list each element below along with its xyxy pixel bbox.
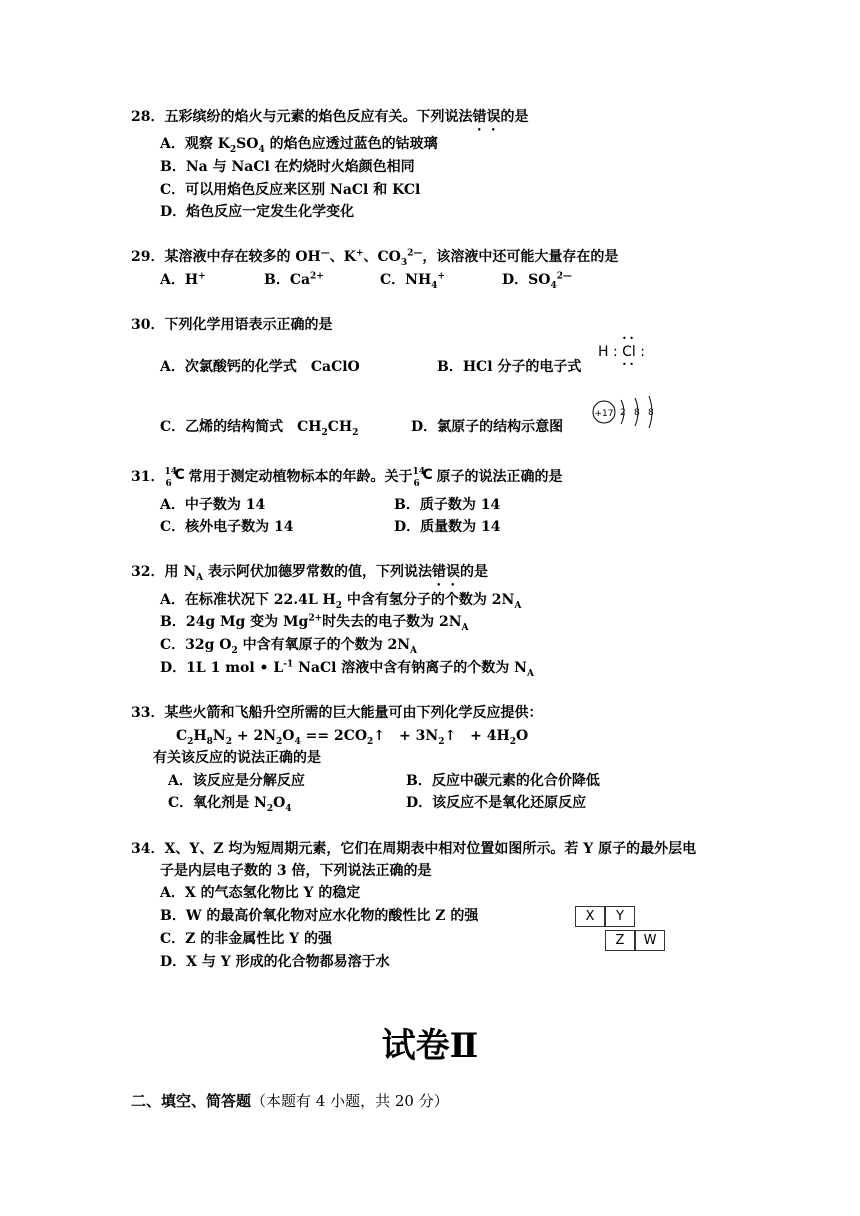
q31-end: 原子的说法正确的是 [436,469,563,485]
q32-option-c [160,636,417,654]
q30-c-mid: CH [327,419,353,435]
q29-d-sub: 4 [550,280,557,291]
q31-stem [131,466,563,489]
q33-option-b: B．反应中碳元素的化合价降低 [406,773,600,789]
cell-w: W [635,930,665,951]
q30-option-b: B．HCl 分子的电子式 [437,359,582,375]
eq-part: C [176,728,188,744]
q28-a-sub: 2 [229,144,237,155]
eq-part: N [212,728,226,744]
eq-part: ↑ + 3N [373,728,439,744]
isotope-mass-2: 14 [412,467,426,477]
eq-sub: 2 [438,736,445,747]
q29-sup2: + [355,248,364,259]
lewis-dots-bottom: • • [622,360,634,369]
cell-z: Z [605,930,635,951]
q32-stem-sub: A [196,572,204,583]
q28-stem-text: 28．五彩缤纷的焰火与元素的焰色反应有关。下列说法 [131,109,473,125]
q29-option-b [264,271,324,289]
q32-stem-end: 的是 [460,564,489,580]
shell-electrons-3: 8 [648,408,654,418]
q32-b-text: B．24g Mg 变为 Mg [160,614,309,630]
shell-electrons-2: 8 [634,408,640,418]
q32-a-text: A．在标准状况下 22.4L H [160,592,336,608]
eq-part: O [282,728,295,744]
q29-mid1: 、K [329,249,356,265]
eq-sub: 2 [187,736,194,747]
q29-sup1: — [320,248,330,259]
q32-d-sup: -1 [283,659,294,670]
carbon-14-isotope-2 [412,466,436,489]
q32-stem-text: 32．用 N [131,564,197,580]
q29-option-c [380,271,445,289]
q30-c-sub2: 2 [352,427,359,438]
q30-option-d: D．氯原子的结构示意图 [411,419,564,435]
q32-emphasis: 错误 [432,564,461,580]
q32-option-a [160,591,521,609]
eq-sub: 2 [509,736,517,747]
q33-option-a: A．该反应是分解反应 [168,773,305,789]
q29-mid2: 、CO [363,249,401,265]
q32-a-mid: 中含有氢分子的个数为 2N [342,592,515,608]
q32-a-sub: 2 [335,600,343,611]
eq-part: H [193,728,207,744]
q28-a-post: 的焰色应透过蓝色的钴玻璃 [264,136,438,152]
q29-option-a [160,271,206,289]
q32-b-sub: A [461,622,469,633]
isotope-atomic-number-2: 6 [413,479,420,489]
isotope-mass: 14 [164,467,178,477]
isotope-atomic-number: 6 [165,479,172,489]
eq-sub: 8 [206,736,213,747]
q28-stem-end: 的是 [500,109,529,125]
eq-part: ↑ + 4H [444,728,510,744]
q29-sub3: 3 [400,257,408,268]
q30-option-a: A．次氯酸钙的化学式 CaClO [160,359,360,375]
q30-stem: 30．下列化学用语表示正确的是 [131,317,333,333]
isotope-symbol: C [174,467,185,483]
q28-option-b: B．Na 与 NaCl 在灼烧时火焰颜色相同 [160,159,415,175]
q29-c-sup: + [437,271,445,282]
lewis-formula: H : Cl : [598,344,645,360]
q29-b-text: B．Ca [264,272,311,288]
q32-c-sub2: A [410,645,418,656]
q31-mid: 常用于测定动植物标本的年龄。关于 [188,469,413,485]
q34-option-b: B．W 的最高价氧化物对应水化物的酸性比 Z 的强 [160,908,479,924]
q32-d-mid: NaCl 溶液中含有钠离子的个数为 N [293,660,527,676]
q32-c-sub: 2 [231,645,238,656]
q34-option-a: A．X 的气态氢化物比 Y 的稳定 [160,885,361,901]
eq-part: O [516,728,529,744]
q32-stem [131,563,488,589]
q32-d-text: D．1L 1 mol • L [160,660,284,676]
q33-c-sub1: 2 [266,803,274,814]
carbon-14-isotope [164,466,188,489]
eq-sub: 2 [225,736,232,747]
q34-option-c: C．Z 的非金属性比 Y 的强 [160,931,332,947]
q31-number: 31． [131,469,165,485]
q29-b-sup: 2+ [310,271,324,282]
q29-c-text: C．NH [380,272,432,288]
section-title: 二、填空、简答题 [131,1092,252,1110]
q32-option-b [160,613,469,631]
q33-option-d: D．该反应不是氧化还原反应 [406,795,587,811]
q29-stem-end: ，该溶液中还可能大量存在的是 [422,249,619,265]
q33-option-c [168,794,292,812]
cell-x: X [575,906,605,927]
eq-sub: 2 [367,736,374,747]
q29-d-sup: 2— [556,271,572,282]
q34-stem-line1: 34．X、Y、Z 均为短周期元素，它们在周期表中相对位置如图所示。若 Y 原子的最外层电 [131,841,697,857]
q32-option-d [160,659,534,677]
periodic-table-fragment [575,906,667,952]
q30-c-sub1: 2 [321,427,328,438]
q28-a-text: A．观察 K [160,136,230,152]
q32-a-sub2: A [514,600,522,611]
eq-sub: 2 [276,736,283,747]
nucleus-charge: +17 [594,409,614,419]
isotope-symbol-2: C [422,467,433,483]
q29-option-d [502,271,572,289]
q33-equation [176,727,528,745]
q33-stem: 33．某些火箭和飞船升空所需的巨大能量可由下列化学反应提供： [131,705,543,721]
eq-part: == 2CO [300,728,368,744]
q31-option-a: A．中子数为 14 [160,497,266,513]
q29-stem-text: 29．某溶液中存在较多的 OH [131,249,321,265]
eq-part: + 2N [231,728,277,744]
q31-option-c: C．核外电子数为 14 [160,519,294,535]
cell-y: Y [605,906,635,927]
q33-c-text: C．氧化剂是 N [168,795,267,811]
q30-option-c [160,418,358,436]
q32-b-sup: 2+ [308,613,323,624]
q32-b-mid: 时失去的电子数为 2N [322,614,462,630]
q28-emphasis: 错误 [472,109,501,125]
q32-c-text: C．32g O [160,637,232,653]
q31-option-d: D．质量数为 14 [394,519,501,535]
q28-a-sub2: 4 [258,144,265,155]
q34-option-d: D．X 与 Y 形成的化合物都易溶于水 [160,954,390,970]
q29-a-sup: + [198,271,206,282]
q30-c-text: C．乙烯的结构简式 CH [160,419,322,435]
q29-c-sub: 4 [431,280,438,291]
q28-option-c: C．可以用焰色反应来区别 NaCl 和 KCl [160,182,421,198]
q28-option-a [160,135,438,153]
shell-electrons-1: 2 [620,408,626,418]
lewis-dots-top: • • [622,334,634,343]
section-heading [131,1092,449,1110]
section-note: （本题有 4 小题，共 20 分） [251,1092,449,1110]
q29-stem [131,248,618,266]
q33-c-sub2: 4 [285,803,292,814]
q34-stem-line2: 子是内层电子数的 3 倍，下列说法正确的是 [160,863,432,879]
q31-option-b: B．质子数为 14 [394,497,501,513]
q29-sup3: 2— [407,248,423,259]
eq-sub: 4 [294,736,301,747]
q28-a-mid: SO [236,136,259,152]
q33-c-mid: O [273,795,286,811]
q32-c-mid: 中含有氧原子的个数为 2N [237,637,411,653]
q32-d-sub: A [526,668,534,679]
q29-a-text: A．H [160,272,199,288]
q28-stem [131,108,528,134]
chlorine-atom-diagram [591,392,659,432]
q28-option-d: D．焰色反应一定发生化学变化 [160,204,355,220]
part-two-title: 试卷Ⅱ [381,1026,479,1066]
q32-stem-mid: 表示阿伏加德罗常数的值，下列说法 [203,564,433,580]
q29-d-text: D．SO [502,272,551,288]
q33-sub-stem: 有关该反应的说法正确的是 [153,750,321,766]
